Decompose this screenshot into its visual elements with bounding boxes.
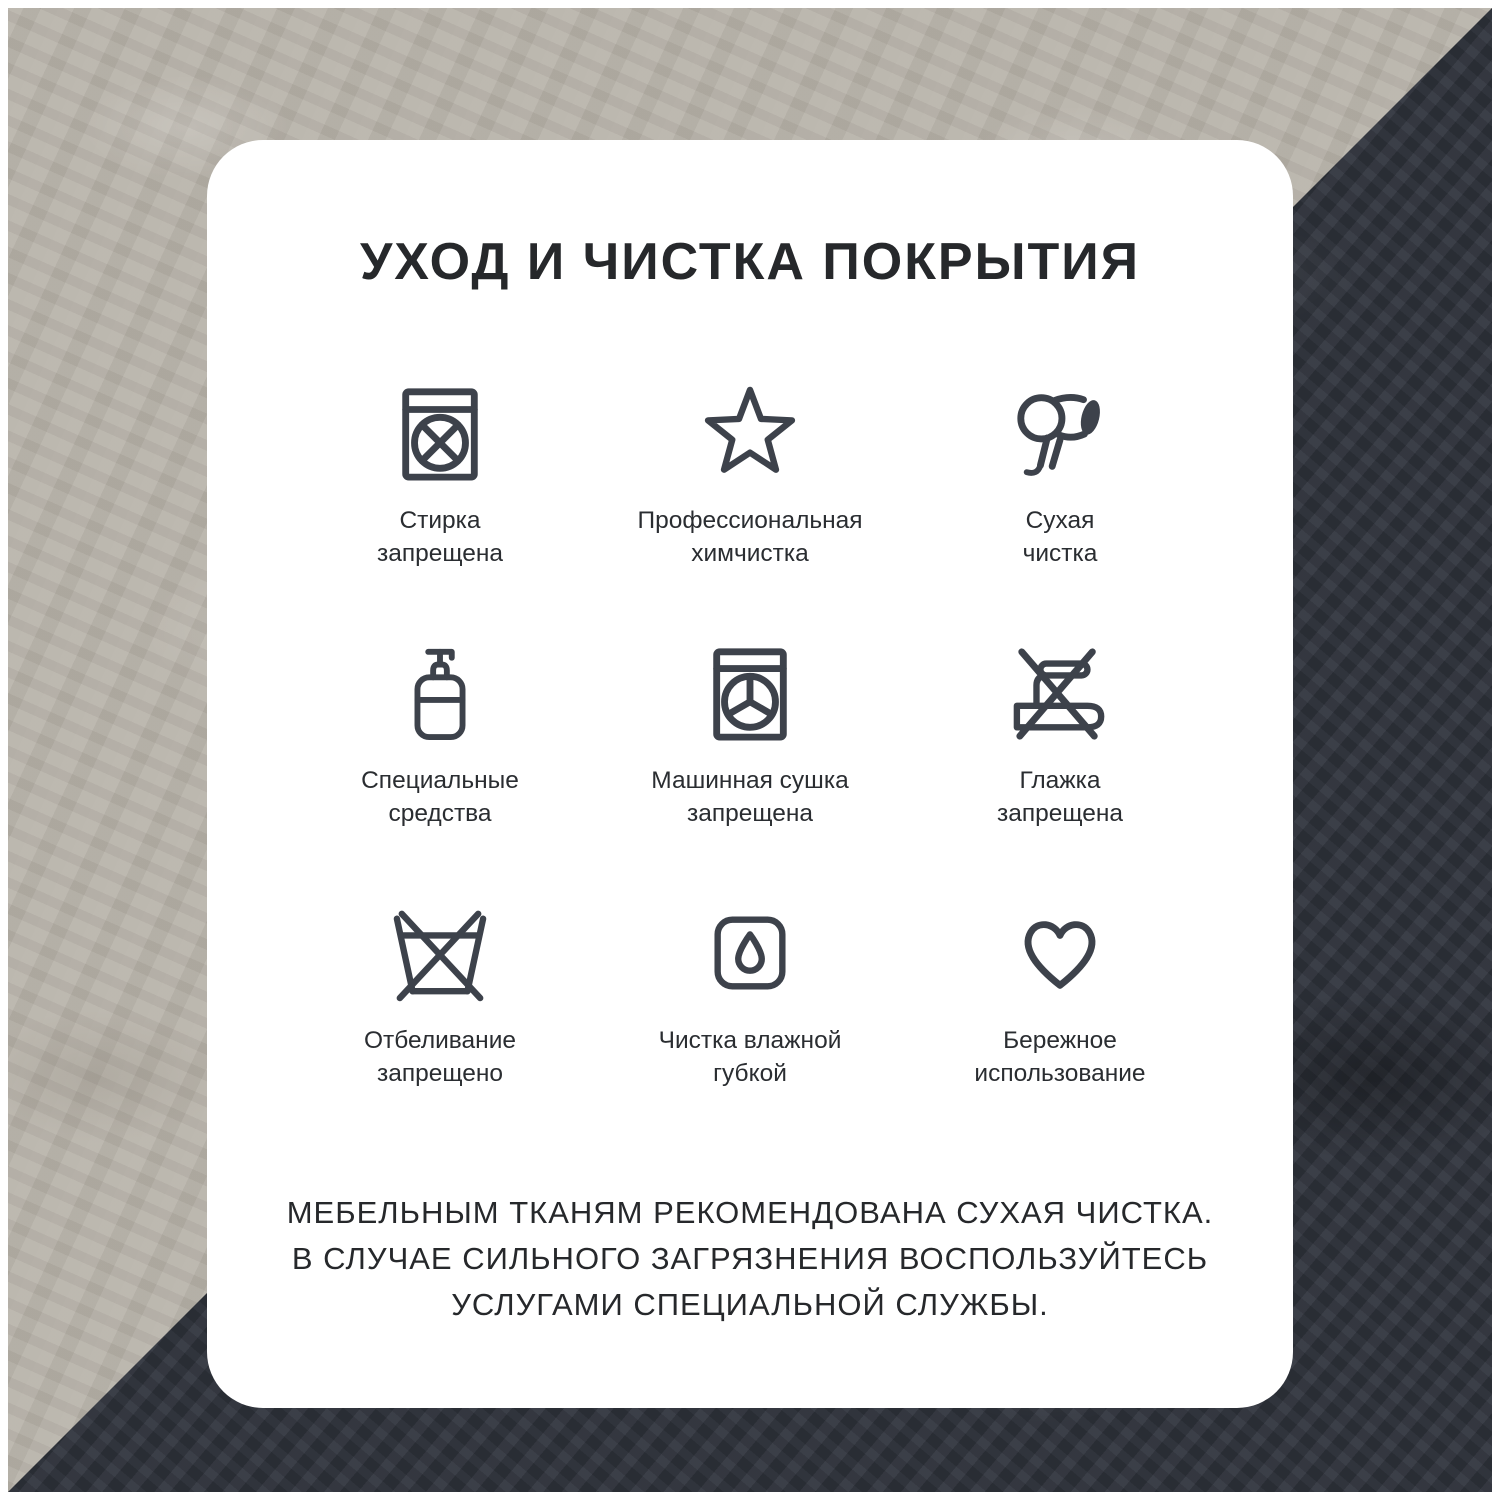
care-item-label: Стирка запрещена bbox=[376, 507, 504, 567]
page-title: УХОД И ЧИСТКА ПОКРЫТИЯ bbox=[359, 233, 1141, 291]
care-item-ironing-prohibited bbox=[905, 644, 1215, 830]
care-items-grid bbox=[285, 384, 1215, 1090]
care-item-label: Бережное использование bbox=[974, 1027, 1146, 1087]
care-item-label: Профессиональная химчистка bbox=[637, 507, 863, 567]
care-item-label: Машинная сушка запрещена bbox=[651, 767, 849, 827]
care-item-damp-sponge bbox=[595, 904, 905, 1090]
care-item-label: Чистка влажной губкой bbox=[658, 1027, 842, 1087]
machine-dry-prohibited-icon bbox=[695, 644, 805, 744]
care-item-machine-dry-prohibited bbox=[595, 644, 905, 830]
care-item-gentle-use bbox=[905, 904, 1215, 1090]
dry-cleaning-icon bbox=[1005, 384, 1115, 484]
bleach-prohibited-icon bbox=[385, 904, 495, 1004]
care-item-label: Отбеливание запрещено bbox=[363, 1027, 517, 1087]
professional-dryclean-icon bbox=[695, 384, 805, 484]
gentle-use-icon bbox=[1005, 904, 1115, 1004]
care-card bbox=[207, 140, 1293, 1408]
care-item-label: Сухая чистка bbox=[1022, 507, 1098, 567]
care-item-bleach-prohibited bbox=[285, 904, 595, 1090]
wash-prohibited-icon bbox=[385, 384, 495, 484]
footer-note: МЕБЕЛЬНЫМ ТКАНЯМ РЕКОМЕНДОВАНА СУХАЯ ЧИСТКА. В СЛУЧАЕ СИЛЬНОГО ЗАГРЯЗНЕНИЯ ВОСПОЛЬЗУЙТЕСЬ УСЛУГАМИ СПЕЦИАЛЬНОЙ СЛУЖБЫ. bbox=[286, 1195, 1214, 1322]
care-item-special-products bbox=[285, 644, 595, 830]
ironing-prohibited-icon bbox=[1005, 644, 1115, 744]
care-item-wash-prohibited bbox=[285, 384, 595, 570]
care-item-professional-dryclean bbox=[595, 384, 905, 570]
care-item-label: Специальные средства bbox=[361, 767, 519, 827]
damp-sponge-icon bbox=[695, 904, 805, 1004]
special-products-icon bbox=[385, 644, 495, 744]
care-item-label: Глажка запрещена bbox=[996, 767, 1124, 827]
care-item-dry-cleaning bbox=[905, 384, 1215, 570]
